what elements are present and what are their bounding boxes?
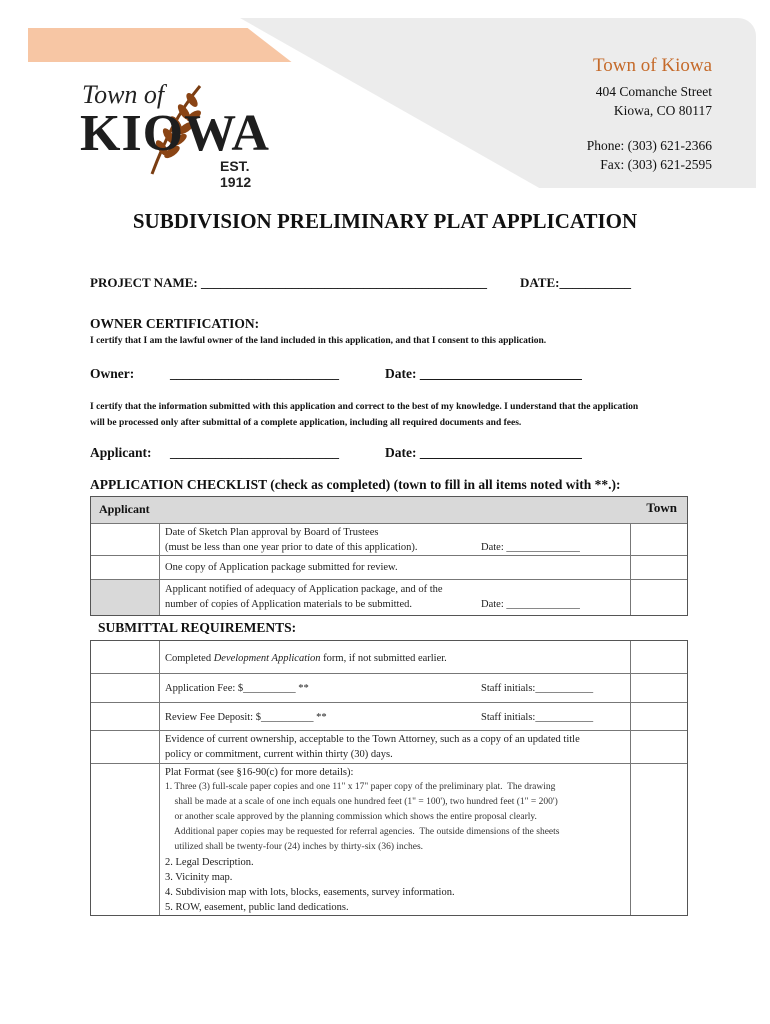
applicant-checkbox[interactable]	[91, 731, 160, 764]
table-row	[91, 641, 687, 673]
row-date-field[interactable]: Date: ______________	[481, 599, 580, 610]
project-name-field[interactable]: PROJECT NAME: ____________________________________________	[90, 275, 487, 290]
col-applicant: Applicant	[99, 502, 150, 516]
owner-cert-statement: I certify that I am the lawful owner of the land included in this application, and that I consent to this application.	[90, 336, 547, 346]
review-fee-field[interactable]: Review Fee Deposit: $__________ **	[165, 712, 327, 723]
owner-date-field[interactable]: Date: ________________________	[385, 366, 582, 381]
table-row	[91, 673, 687, 703]
applicant-checkbox[interactable]	[91, 764, 160, 915]
checklist-header-row	[91, 497, 687, 523]
town-checkbox[interactable]	[630, 674, 687, 703]
table-row	[91, 579, 687, 615]
applicant-cert-statement-2: will be processed only after submittal of a complete application, including all required documents and fees.	[90, 418, 522, 428]
applicant-checkbox[interactable]	[91, 674, 160, 703]
owner-signature-field[interactable]: __________________________	[170, 366, 339, 381]
submittal-heading: SUBMITTAL REQUIREMENTS:	[98, 620, 297, 635]
table-row	[91, 730, 687, 764]
plat-list-item: 2. Legal Description.	[165, 857, 254, 868]
applicant-checkbox[interactable]	[91, 524, 160, 556]
staff-initials-field[interactable]: Staff initials:___________	[481, 712, 594, 723]
town-checkbox[interactable]	[630, 524, 687, 556]
town-name: Town of Kiowa	[593, 55, 712, 76]
owner-label: Owner:	[90, 366, 135, 381]
town-checkbox[interactable]	[630, 703, 687, 731]
plat-list-item: 3. Vicinity map.	[165, 872, 233, 883]
town-logo	[80, 80, 280, 190]
town-checkbox[interactable]	[630, 556, 687, 580]
checklist-heading: APPLICATION CHECKLIST (check as completed) (town to fill in all items noted with **.):	[90, 477, 621, 492]
applicant-signature-field[interactable]: __________________________	[170, 445, 339, 460]
row-text: Completed Development Application form, if not submitted earlier.	[165, 653, 447, 664]
plat-format-heading: Plat Format (see §16-90(c) for more details):	[165, 767, 354, 778]
owner-cert-heading: OWNER CERTIFICATION:	[90, 316, 260, 331]
plat-item: or another scale approved by the planning commission which shows the entire proposal clearly.	[165, 812, 537, 822]
project-date-field[interactable]: DATE:___________	[520, 275, 631, 290]
plat-item: Additional paper copies may be requested for referral agencies. The outside dimensions of the sheets	[165, 827, 560, 837]
row-text: Date of Sketch Plan approval by Board of Trustees	[165, 527, 379, 538]
row-text: (must be less than one year prior to date of this application).	[165, 542, 418, 553]
application-fee-field[interactable]: Application Fee: $__________ **	[165, 683, 309, 694]
table-row	[91, 763, 687, 915]
plat-list-item: 4. Subdivision map with lots, blocks, easements, survey information.	[165, 887, 455, 898]
plat-item: 1. Three (3) full-scale paper copies and one 11" x 17" paper copy of the preliminary plat. The drawing	[165, 782, 556, 792]
applicant-label: Applicant:	[90, 445, 152, 460]
plat-item: utilized shall be twenty-four (24) inches by thirty-six (36) inches.	[165, 842, 424, 852]
applicant-checkbox[interactable]	[91, 556, 160, 580]
address-line1: 404 Comanche Street	[595, 84, 712, 99]
town-checkbox[interactable]	[630, 641, 687, 673]
row-text: Evidence of current ownership, acceptable to the Town Attorney, such as a copy of an updated title	[165, 734, 580, 745]
town-checkbox[interactable]	[630, 580, 687, 615]
row-text: Applicant notified of adequacy of Application package, and of the	[165, 584, 443, 595]
table-row	[91, 555, 687, 580]
plat-list-item: 5. ROW, easement, public land dedications.	[165, 902, 349, 913]
applicant-cert-statement-1: I certify that the information submitted with this application and correct to the best of my knowledge. I understand that the application	[90, 402, 639, 412]
page-title: SUBDIVISION PRELIMINARY PLAT APPLICATION	[132, 209, 638, 233]
row-date-field[interactable]: Date: ______________	[481, 542, 580, 553]
phone: Phone: (303) 621-2366	[586, 138, 712, 153]
col-town: Town	[646, 500, 677, 515]
row-text: number of copies of Application materials to be submitted.	[165, 599, 412, 610]
address-block	[587, 54, 712, 174]
applicant-checkbox[interactable]	[91, 641, 160, 673]
submittal-table	[90, 640, 688, 916]
logo-est-text: EST. 1912	[220, 158, 252, 190]
logo-town-text: Town of	[82, 80, 165, 109]
plat-item: shall be made at a scale of one inch equals one hundred feet (1" = 100'), two hundred feet (1" = 200')	[165, 797, 558, 807]
town-checkbox[interactable]	[630, 731, 687, 764]
row-text: policy or commitment, current within thirty (30) days.	[165, 749, 393, 760]
checklist-table	[90, 496, 688, 616]
town-checkbox[interactable]	[630, 764, 687, 915]
table-row	[91, 523, 687, 556]
address-line2: Kiowa, CO 80117	[613, 103, 712, 118]
applicant-cell-disabled	[91, 580, 160, 615]
fax: Fax: (303) 621-2595	[600, 157, 712, 172]
staff-initials-field[interactable]: Staff initials:___________	[481, 683, 594, 694]
applicant-checkbox[interactable]	[91, 703, 160, 731]
table-row	[91, 702, 687, 731]
row-text: One copy of Application package submitted for review.	[165, 562, 398, 573]
logo-kiowa-text: KIOWA	[80, 105, 270, 162]
applicant-date-field[interactable]: Date: ________________________	[385, 445, 582, 460]
